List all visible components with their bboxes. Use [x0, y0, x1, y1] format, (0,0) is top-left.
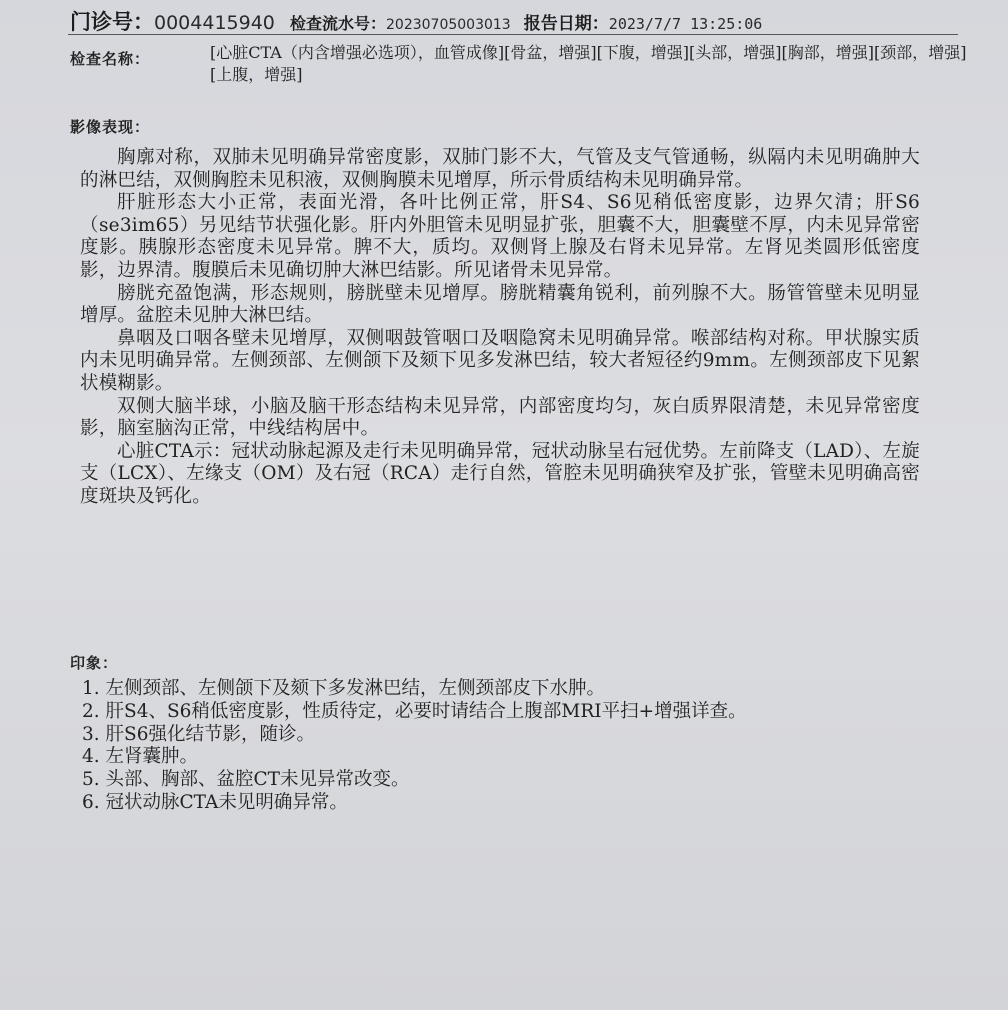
report-date-label: 报告日期： — [523, 14, 609, 34]
impression-list — [82, 678, 922, 815]
serial-number-label: 检查流水号： — [289, 14, 386, 33]
findings-title: 影像表现： — [70, 118, 151, 136]
findings-paragraph: 心脏CTA示：冠状动脉起源及走行未见明确异常，冠状动脉呈右冠优势。左前降支（LAD）、左旋支（LCX）、左缘支（OM）及右冠（RCA）走行自然，管腔未见明确狭窄及扩张，管壁未见明确高密度斑块及钙化。 — [80, 440, 920, 507]
exam-name-label: 检查名称： — [70, 50, 151, 68]
impression-item: 6. 冠状动脉CTA未见明确异常。 — [82, 791, 348, 813]
impression-item: 3. 肝S6强化结节影，随诊。 — [82, 723, 315, 745]
report-header — [70, 6, 762, 36]
findings-paragraph: 双侧大脑半球，小脑及脑干形态结构未见异常，内部密度均匀，灰白质界限清楚，未见异常密度影，脑室脑沟正常，中线结构居中。 — [80, 395, 920, 440]
exam-name: [心脏CTA（内含增强必选项），血管成像][骨盆，增强][下腹，增强][头部，增强][胸部，增强][颈部，增强][上腹，增强] — [210, 43, 967, 84]
header-divider — [68, 34, 958, 35]
impression-item: 1. 左侧颈部、左侧颌下及颏下多发淋巴结，左侧颈部皮下水肿。 — [82, 678, 606, 699]
serial-number: 20230705003013 — [386, 17, 511, 33]
impression-item: 5. 头部、胸部、盆腔CT未见异常改变。 — [82, 769, 410, 791]
report-date: 2023/7/7 13:25:06 — [608, 15, 763, 33]
findings-paragraph: 胸廓对称，双肺未见明确异常密度影，双肺门影不大，气管及支气管通畅，纵隔内未见明确肿大的淋巴结，双侧胸腔未见积液，双侧胸膜未见增厚，所示骨质结构未见明确异常。 — [80, 147, 920, 191]
outpatient-number: 0004415940 — [154, 12, 275, 34]
impression-item: 2. 肝S4、S6稍低密度影，性质待定，必要时请结合上腹部MRI平扫+增强详查。 — [82, 700, 747, 722]
findings-paragraph: 肝脏形态大小正常，表面光滑，各叶比例正常，肝S4、S6见稍低密度影，边界欠清；肝S6（se3im65）另见结节状强化影。肝内外胆管未见明显扩张，胆囊不大，胆囊壁不厚，内未见异常密度影。胰腺形态密度未见异常。脾不大，质均。双侧肾上腺及右肾未见异常。左肾见类圆形低密度影，边界清。腹膜后未见确切肿大淋巴结影。所见诸骨未见异常。 — [80, 192, 920, 281]
impression-title: 印象： — [70, 654, 119, 672]
findings-body — [80, 147, 920, 509]
outpatient-number-label: 门诊号： — [70, 10, 154, 34]
findings-paragraph: 鼻咽及口咽各壁未见增厚，双侧咽鼓管咽口及咽隐窝未见明确异常。喉部结构对称。甲状腺实质内未见明确异常。左侧颈部、左侧颌下及颏下见多发淋巴结，较大者短径约9mm。左侧颈部皮下见絮状模糊影。 — [80, 327, 920, 394]
impression-item: 4. 左肾囊肿。 — [82, 746, 199, 768]
findings-paragraph: 膀胱充盈饱满，形态规则，膀胱壁未见增厚。膀胱精囊角锐利，前列腺不大。肠管管壁未见明显增厚。盆腔未见肿大淋巴结。 — [80, 282, 920, 327]
